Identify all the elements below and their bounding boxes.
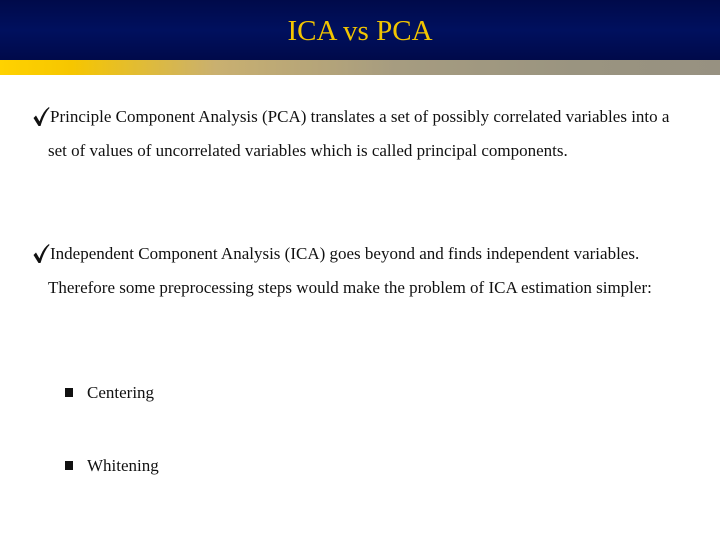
sub-bullet-label: Whitening [87,456,159,475]
sub-bullet-label: Centering [87,383,155,402]
title-bar [0,0,720,60]
bullet-text: Independent Component Analysis (ICA) goes beyond and finds independent variables. Therefore some preprocessing steps would make the problem of ICA estimation simpler: [48,244,652,297]
square-bullet-icon [65,388,73,397]
bullet-ica [32,237,672,305]
accent-bar [0,60,720,75]
checkmark-icon [32,238,50,268]
bullet-pca [32,100,672,168]
square-bullet-icon [65,461,73,470]
bullet-text: Principle Component Analysis (PCA) translates a set of possibly correlated variables into a set of values of uncorrelated variables which is called principal components. [48,107,670,160]
slide-title: ICA vs PCA [287,15,433,47]
checkmark-icon [32,101,50,131]
